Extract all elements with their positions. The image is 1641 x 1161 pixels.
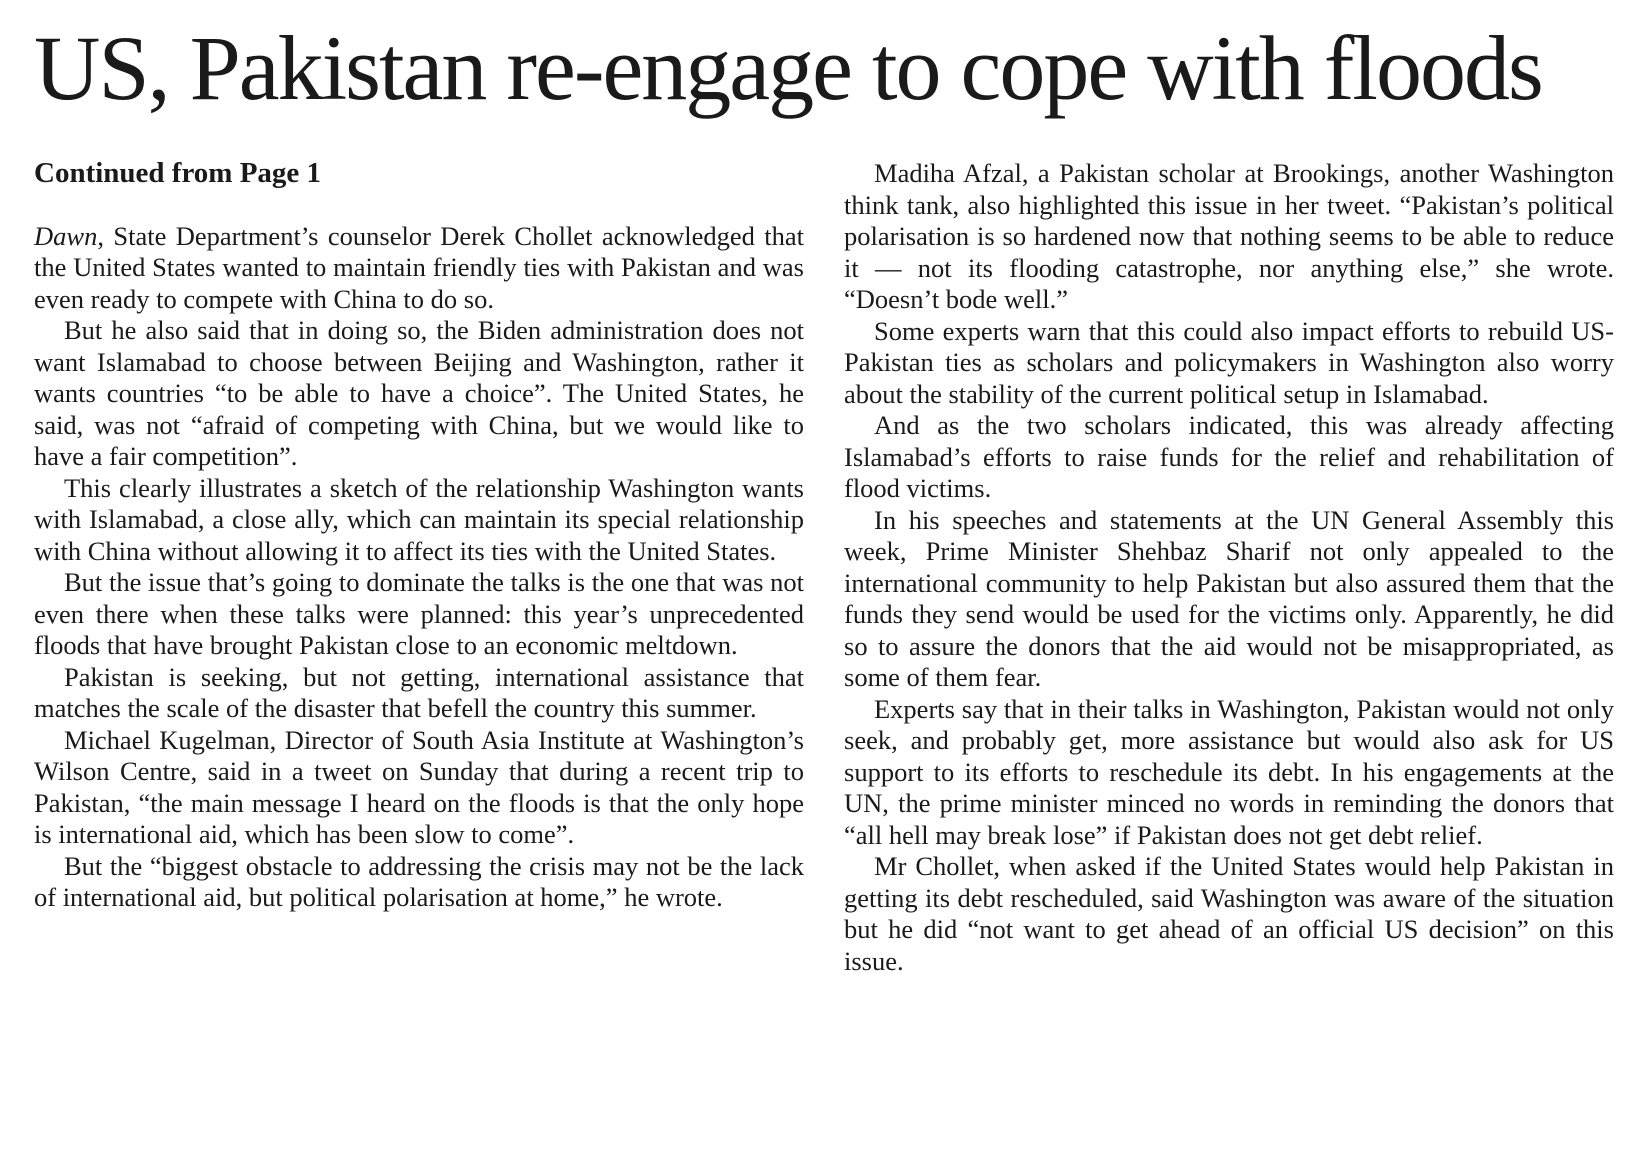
lead-paragraph-text: , State Department’s counselor Derek Chollet acknowledged that the United States wanted to maintain friendly ties with Pakistan and was even ready to compete with China to do so. bbox=[34, 220, 804, 314]
body-paragraph: But the “biggest obstacle to addressing the crisis may not be the lack of international aid, but political polarisation at home,” he wrote. bbox=[34, 850, 804, 912]
body-paragraph: Experts say that in their talks in Washington, Pakistan would not only seek, and probably get, more assistance but would also ask for US support to its efforts to reschedule its debt. In his engagements at the UN, the prime minister minced no words in reminding the donors that “all hell may break lose” if Pakistan does not get debt relief. bbox=[844, 693, 1614, 850]
body-paragraph: Madiha Afzal, a Pakistan scholar at Brookings, another Washington think tank, also highlighted this issue in her tweet. “Pakistan’s political polarisation is so hardened now that nothing seems to be able to reduce it — not its flooding catastrophe, nor anything else,” she wrote. “Doesn’t bode well.” bbox=[844, 158, 1614, 314]
continued-from-label: Continued from Page 1 bbox=[34, 157, 322, 189]
body-paragraph: Pakistan is seeking, but not getting, international assistance that matches the scale of the disaster that befell the country this summer. bbox=[34, 661, 804, 723]
right-column bbox=[844, 158, 1614, 1148]
body-paragraph: In his speeches and statements at the UN General Assembly this week, Prime Minister Shehbaz Sharif not only appealed to the international community to help Pakistan but also assured them that the funds they send would be used for the victims only. Apparently, he did so to assure the donors that the aid would not be misappropriated, as some of them fear. bbox=[844, 504, 1614, 692]
article-body bbox=[34, 158, 1614, 1148]
headline: US, Pakistan re-engage to cope with floods bbox=[34, 17, 1542, 119]
publication-name: Dawn bbox=[34, 220, 98, 251]
body-paragraph: Michael Kugelman, Director of South Asia Institute at Washington’s Wilson Centre, said in a tweet on Sunday that during a recent trip to Pakistan, “the main message I heard on the floods is that the only hope is international aid, which has been slow to come”. bbox=[34, 724, 804, 849]
left-column bbox=[34, 158, 804, 1148]
body-paragraph: But he also said that in doing so, the Biden administration does not want Islamabad to choose between Beijing and Washington, rather it wants countries “to be able to have a choice”. The United States, he said, was not “afraid of competing with China, but we would like to have a fair competition”. bbox=[34, 315, 804, 471]
body-paragraph: And as the two scholars indicated, this was already affecting Islamabad’s efforts to raise funds for the relief and rehabilitation of flood victims. bbox=[844, 410, 1614, 503]
body-paragraph: This clearly illustrates a sketch of the relationship Washington wants with Islamabad, a close ally, which can maintain its special relationship with China without allowing it to affect its ties with the United States. bbox=[34, 472, 804, 566]
body-paragraph: Mr Chollet, when asked if the United States would help Pakistan in getting its debt rescheduled, said Washington was aware of the situation but he did “not want to get ahead of an official US decision” on this issue. bbox=[844, 851, 1614, 976]
lead-paragraph bbox=[34, 221, 804, 316]
body-paragraph: But the issue that’s going to dominate the talks is the one that was not even there when these talks were planned: this year’s unprecedented floods that have brought Pakistan close to an economic meltdown. bbox=[34, 567, 804, 660]
body-paragraph: Some experts warn that this could also impact efforts to rebuild US-Pakistan ties as scholars and policymakers in Washington also worry about the stability of the current political setup in Islamabad. bbox=[844, 315, 1614, 409]
